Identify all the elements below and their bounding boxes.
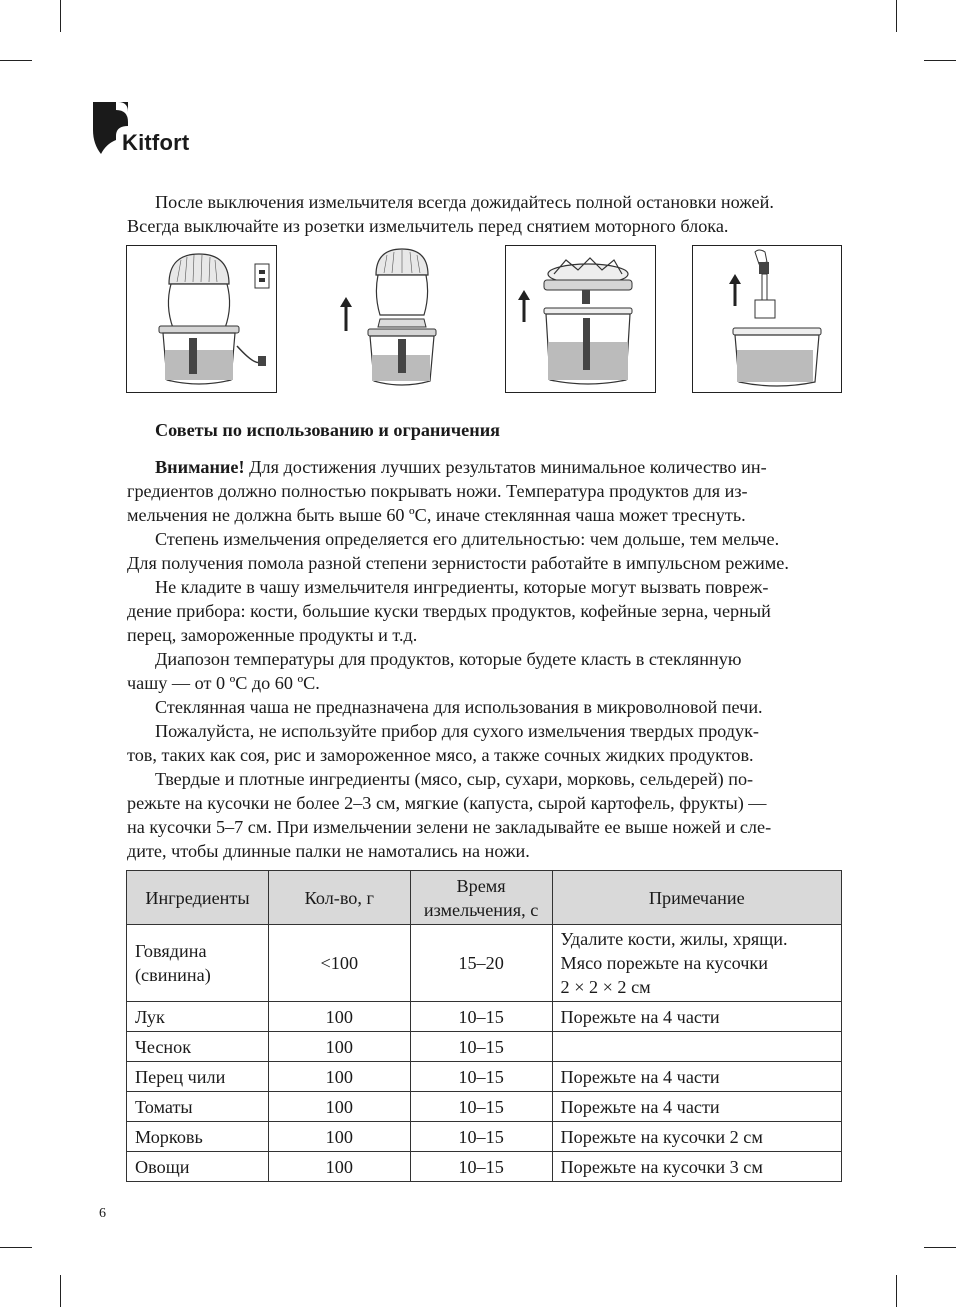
ingredient-cell: Чеснок xyxy=(127,1032,269,1062)
ingredient-line: Говядина xyxy=(135,941,207,961)
time-cell: 15–20 xyxy=(410,925,552,1002)
note-cell: Порежьте на 4 части xyxy=(552,1092,841,1122)
paragraph xyxy=(127,719,840,767)
crop-mark xyxy=(924,60,956,61)
paragraph-line: перец, замороженные продукты и т.д. xyxy=(127,625,418,645)
quantity-cell: <100 xyxy=(268,925,410,1002)
paragraph xyxy=(127,455,840,527)
paragraph-line: Твердые и плотные ингредиенты (мясо, сыр, сухари, морковь, сельдерей) по- xyxy=(155,769,754,789)
table-row xyxy=(127,1092,842,1122)
paragraph-line: тов, таких как соя, рис и замороженное мясо, а также сочных жидких продуктов. xyxy=(127,745,754,765)
paragraph-line: Диапозон температуры для продуктов, которые будете класть в стеклянную xyxy=(155,649,742,669)
column-header xyxy=(410,871,552,925)
table-row xyxy=(127,1152,842,1182)
table-row xyxy=(127,1122,842,1152)
note-line: Мясо порежьте на кусочки xyxy=(560,953,768,973)
figure-lift-blade-cover xyxy=(505,245,656,393)
paragraph-line: Для получения помола разной степени зернистости работайте в импульсном режиме. xyxy=(127,553,789,573)
paragraph xyxy=(127,695,840,719)
ingredient-cell xyxy=(127,925,269,1002)
paragraph-line: на кусочки 5–7 см. При измельчении зелени не закладывайте ее выше ножей и сле- xyxy=(127,817,772,837)
figure-lift-blade-unit xyxy=(692,245,842,393)
paragraph-bold-lead: Внимание! xyxy=(155,457,245,477)
column-header: Ингредиенты xyxy=(127,871,269,925)
table-row xyxy=(127,925,842,1002)
quantity-cell: 100 xyxy=(268,1032,410,1062)
brand-name: Kitfort xyxy=(122,130,190,155)
table-row xyxy=(127,1002,842,1032)
intro-line: Всегда выключайте из розетки измельчитель перед снятием моторного блока. xyxy=(127,216,729,236)
ingredient-line: (свинина) xyxy=(135,965,211,985)
ingredients-table xyxy=(126,870,842,1182)
note-cell: Порежьте на кусочки 2 см xyxy=(552,1122,841,1152)
intro-paragraph xyxy=(127,190,840,238)
paragraph-line: Стеклянная чаша не предназначена для использования в микроволновой печи. xyxy=(155,697,763,717)
time-cell: 10–15 xyxy=(410,1092,552,1122)
column-header: Кол-во, г xyxy=(268,871,410,925)
ingredient-cell: Овощи xyxy=(127,1152,269,1182)
table-row xyxy=(127,1032,842,1062)
crop-mark xyxy=(0,1247,32,1248)
crop-mark xyxy=(60,1275,61,1307)
figure-chopper-plugged-in xyxy=(126,245,277,393)
quantity-cell: 100 xyxy=(268,1122,410,1152)
ingredient-cell: Томаты xyxy=(127,1092,269,1122)
table-row xyxy=(127,1062,842,1092)
section-title: Советы по использованию и ограничения xyxy=(155,420,501,440)
figure-lift-motor-block xyxy=(324,245,475,393)
quantity-cell: 100 xyxy=(268,1092,410,1122)
note-cell: Порежьте на кусочки 3 см xyxy=(552,1152,841,1182)
note-line: 2 × 2 × 2 см xyxy=(560,977,651,997)
crop-mark xyxy=(60,0,61,32)
quantity-cell: 100 xyxy=(268,1062,410,1092)
paragraph-line: Для достижения лучших результатов минимальное количество ин- xyxy=(244,457,767,477)
table-header-row xyxy=(127,871,842,925)
paragraph xyxy=(127,527,840,575)
quantity-cell: 100 xyxy=(268,1002,410,1032)
paragraph xyxy=(127,647,840,695)
paragraph xyxy=(127,575,840,647)
column-header: Примечание xyxy=(552,871,841,925)
time-cell: 10–15 xyxy=(410,1062,552,1092)
paragraph-line: дение прибора: кости, большие куски твердых продуктов, кофейные зерна, черный xyxy=(127,601,771,621)
note-cell: Порежьте на 4 части xyxy=(552,1002,841,1032)
paragraph-line: Пожалуйста, не используйте прибор для сухого измельчения твердых продук- xyxy=(155,721,759,741)
page-number: 6 xyxy=(99,1206,106,1221)
note-cell: Порежьте на 4 части xyxy=(552,1062,841,1092)
paragraph-line: Не кладите в чашу измельчителя ингредиенты, которые могут вызвать повреж- xyxy=(155,577,769,597)
crop-mark xyxy=(896,1275,897,1307)
ingredient-cell: Морковь xyxy=(127,1122,269,1152)
time-cell: 10–15 xyxy=(410,1152,552,1182)
crop-mark xyxy=(0,60,32,61)
paragraph-line: режьте на кусочки не более 2–3 см, мягкие (капуста, сырой картофель, фрукты) — xyxy=(127,793,767,813)
crop-mark xyxy=(896,0,897,32)
column-header-line: Время xyxy=(456,875,506,896)
kitfort-logo xyxy=(92,100,212,160)
time-cell: 10–15 xyxy=(410,1032,552,1062)
quantity-cell: 100 xyxy=(268,1152,410,1182)
note-cell xyxy=(552,1032,841,1062)
paragraph-line: чашу — от 0 ºС до 60 ºС. xyxy=(127,673,320,693)
paragraph xyxy=(127,767,840,863)
paragraph-line: мельчения не должна быть выше 60 ºС, иначе стеклянная чаша может треснуть. xyxy=(127,505,746,525)
crop-mark xyxy=(924,1247,956,1248)
paragraph-line: Степень измельчения определяется его длительностью: чем дольше, тем мельче. xyxy=(155,529,780,549)
paragraph-line: гредиентов должно полностью покрывать ножи. Температура продуктов для из- xyxy=(127,481,748,501)
column-header-line: измельчения, с xyxy=(423,899,539,920)
paragraph-line: дите, чтобы длинные палки не намотались на ножи. xyxy=(127,841,530,861)
note-line: Удалите кости, жилы, хрящи. xyxy=(560,929,788,949)
note-cell xyxy=(552,925,841,1002)
time-cell: 10–15 xyxy=(410,1002,552,1032)
time-cell: 10–15 xyxy=(410,1122,552,1152)
intro-line: После выключения измельчителя всегда дожидайтесь полной остановки ножей. xyxy=(155,192,774,212)
ingredient-cell: Перец чили xyxy=(127,1062,269,1092)
ingredient-cell: Лук xyxy=(127,1002,269,1032)
